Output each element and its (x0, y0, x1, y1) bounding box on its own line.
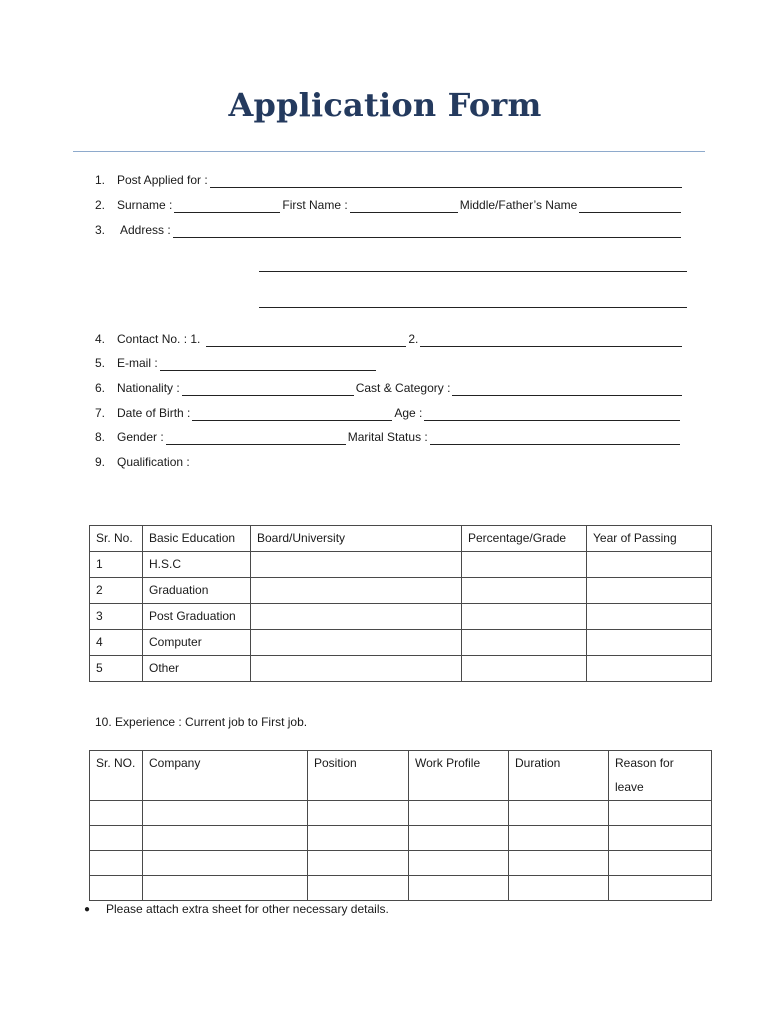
board-cell[interactable] (251, 630, 462, 656)
board-cell[interactable] (251, 578, 462, 604)
surname-label: Surname : (117, 198, 173, 212)
grade-cell[interactable] (462, 604, 587, 630)
year-cell[interactable] (587, 552, 712, 578)
year-cell[interactable] (587, 578, 712, 604)
board-cell[interactable] (251, 656, 462, 682)
address-label: Address : (120, 223, 171, 237)
header-cell: Work Profile (409, 751, 509, 801)
table-cell[interactable] (143, 876, 308, 901)
table-cell[interactable] (308, 826, 409, 851)
name-row (95, 197, 683, 213)
address-row (95, 222, 683, 238)
item-number: 6. (95, 381, 106, 395)
table-row (90, 604, 712, 630)
board-cell[interactable] (251, 604, 462, 630)
table-row (90, 630, 712, 656)
header-cell (609, 751, 712, 801)
education-cell: Post Graduation (143, 604, 251, 630)
marital-status-label: Marital Status : (347, 430, 428, 444)
item-number: 5. (95, 356, 106, 370)
post-applied-row (95, 172, 684, 188)
email-field[interactable] (160, 358, 376, 371)
title-divider (73, 151, 705, 152)
contact-2-label: 2. (408, 332, 419, 346)
gender-row (95, 429, 682, 445)
contact-row (95, 331, 684, 347)
surname-field[interactable] (174, 200, 280, 213)
gender-label: Gender : (117, 430, 164, 444)
nationality-row (95, 380, 684, 396)
item-number: 4. (95, 332, 106, 346)
sr-no-cell: 1 (90, 552, 143, 578)
table-cell[interactable] (609, 876, 712, 901)
footnote-text: Please attach extra sheet for other necessary details. (106, 902, 389, 916)
experience-heading: 10. Experience : Current job to First job. (95, 715, 308, 729)
table-cell[interactable] (409, 826, 509, 851)
nationality-field[interactable] (182, 383, 354, 396)
first-name-label: First Name : (282, 198, 348, 212)
item-number: 7. (95, 406, 106, 420)
table-cell[interactable] (509, 801, 609, 826)
table-row (90, 801, 712, 826)
education-table (89, 525, 712, 682)
post-applied-label: Post Applied for : (117, 173, 208, 187)
table-cell[interactable] (609, 826, 712, 851)
education-cell: Computer (143, 630, 251, 656)
contact-label: Contact No. : 1. (117, 332, 201, 346)
header-cell: Position (308, 751, 409, 801)
middle-name-field[interactable] (579, 200, 681, 213)
board-cell[interactable] (251, 552, 462, 578)
table-cell[interactable] (90, 851, 143, 876)
item-number: 9. (95, 455, 106, 469)
table-row (90, 876, 712, 901)
table-cell[interactable] (409, 801, 509, 826)
table-cell[interactable] (409, 876, 509, 901)
table-cell[interactable] (143, 851, 308, 876)
year-cell[interactable] (587, 656, 712, 682)
year-cell[interactable] (587, 604, 712, 630)
grade-cell[interactable] (462, 630, 587, 656)
table-cell[interactable] (609, 851, 712, 876)
grade-cell[interactable] (462, 656, 587, 682)
dob-field[interactable] (192, 408, 392, 421)
cast-category-field[interactable] (452, 383, 682, 396)
table-cell[interactable] (509, 826, 609, 851)
table-cell[interactable] (90, 801, 143, 826)
table-row (90, 552, 712, 578)
middle-name-label: Middle/Father’s Name (459, 198, 578, 212)
table-row (90, 851, 712, 876)
footnote (84, 902, 389, 916)
table-cell[interactable] (308, 801, 409, 826)
marital-status-field[interactable] (430, 432, 680, 445)
header-cell: Sr. No. (90, 526, 143, 552)
table-header-row (90, 526, 712, 552)
table-cell[interactable] (308, 876, 409, 901)
grade-cell[interactable] (462, 578, 587, 604)
header-cell: Percentage/Grade (462, 526, 587, 552)
address-line-2[interactable] (259, 271, 687, 272)
sr-no-cell: 2 (90, 578, 143, 604)
table-cell[interactable] (609, 801, 712, 826)
grade-cell[interactable] (462, 552, 587, 578)
qualification-label: Qualification : (117, 455, 190, 469)
table-cell[interactable] (409, 851, 509, 876)
sr-no-cell: 3 (90, 604, 143, 630)
table-header-row (90, 751, 712, 801)
qualification-row (95, 454, 190, 470)
item-number: 3. (95, 223, 106, 237)
header-cell: Sr. NO. (90, 751, 143, 801)
table-row (90, 656, 712, 682)
post-applied-field[interactable] (210, 175, 682, 188)
experience-table (89, 750, 712, 901)
address-field[interactable] (173, 225, 681, 238)
age-label: Age : (394, 406, 423, 420)
item-number: 1. (95, 173, 106, 187)
cast-category-label: Cast & Category : (355, 381, 451, 395)
dob-row (95, 405, 682, 421)
table-row (90, 826, 712, 851)
bullet-icon: ● (84, 903, 91, 915)
reason-header-line-2: leave (615, 780, 644, 794)
header-cell: Company (143, 751, 308, 801)
table-cell[interactable] (308, 851, 409, 876)
address-line-3[interactable] (259, 307, 687, 308)
page-title: Application Form (228, 86, 542, 124)
sr-no-cell: 5 (90, 656, 143, 682)
table-cell[interactable] (509, 876, 609, 901)
education-cell: Other (143, 656, 251, 682)
table-cell[interactable] (143, 801, 308, 826)
year-cell[interactable] (587, 630, 712, 656)
email-row (95, 355, 378, 371)
header-cell: Duration (509, 751, 609, 801)
contact-1-field[interactable] (206, 334, 406, 347)
gender-field[interactable] (166, 432, 346, 445)
education-cell: H.S.C (143, 552, 251, 578)
first-name-field[interactable] (350, 200, 458, 213)
table-cell[interactable] (143, 826, 308, 851)
education-cell: Graduation (143, 578, 251, 604)
contact-2-field[interactable] (420, 334, 682, 347)
table-cell[interactable] (90, 826, 143, 851)
header-cell: Basic Education (143, 526, 251, 552)
sr-no-cell: 4 (90, 630, 143, 656)
item-number: 8. (95, 430, 106, 444)
dob-label: Date of Birth : (117, 406, 191, 420)
header-cell: Board/University (251, 526, 462, 552)
reason-header-line-1: Reason for (615, 756, 674, 770)
table-cell[interactable] (509, 851, 609, 876)
nationality-label: Nationality : (117, 381, 180, 395)
table-cell[interactable] (90, 876, 143, 901)
header-cell: Year of Passing (587, 526, 712, 552)
table-row (90, 578, 712, 604)
item-number: 2. (95, 198, 106, 212)
age-field[interactable] (424, 408, 680, 421)
email-label: E-mail : (117, 356, 158, 370)
